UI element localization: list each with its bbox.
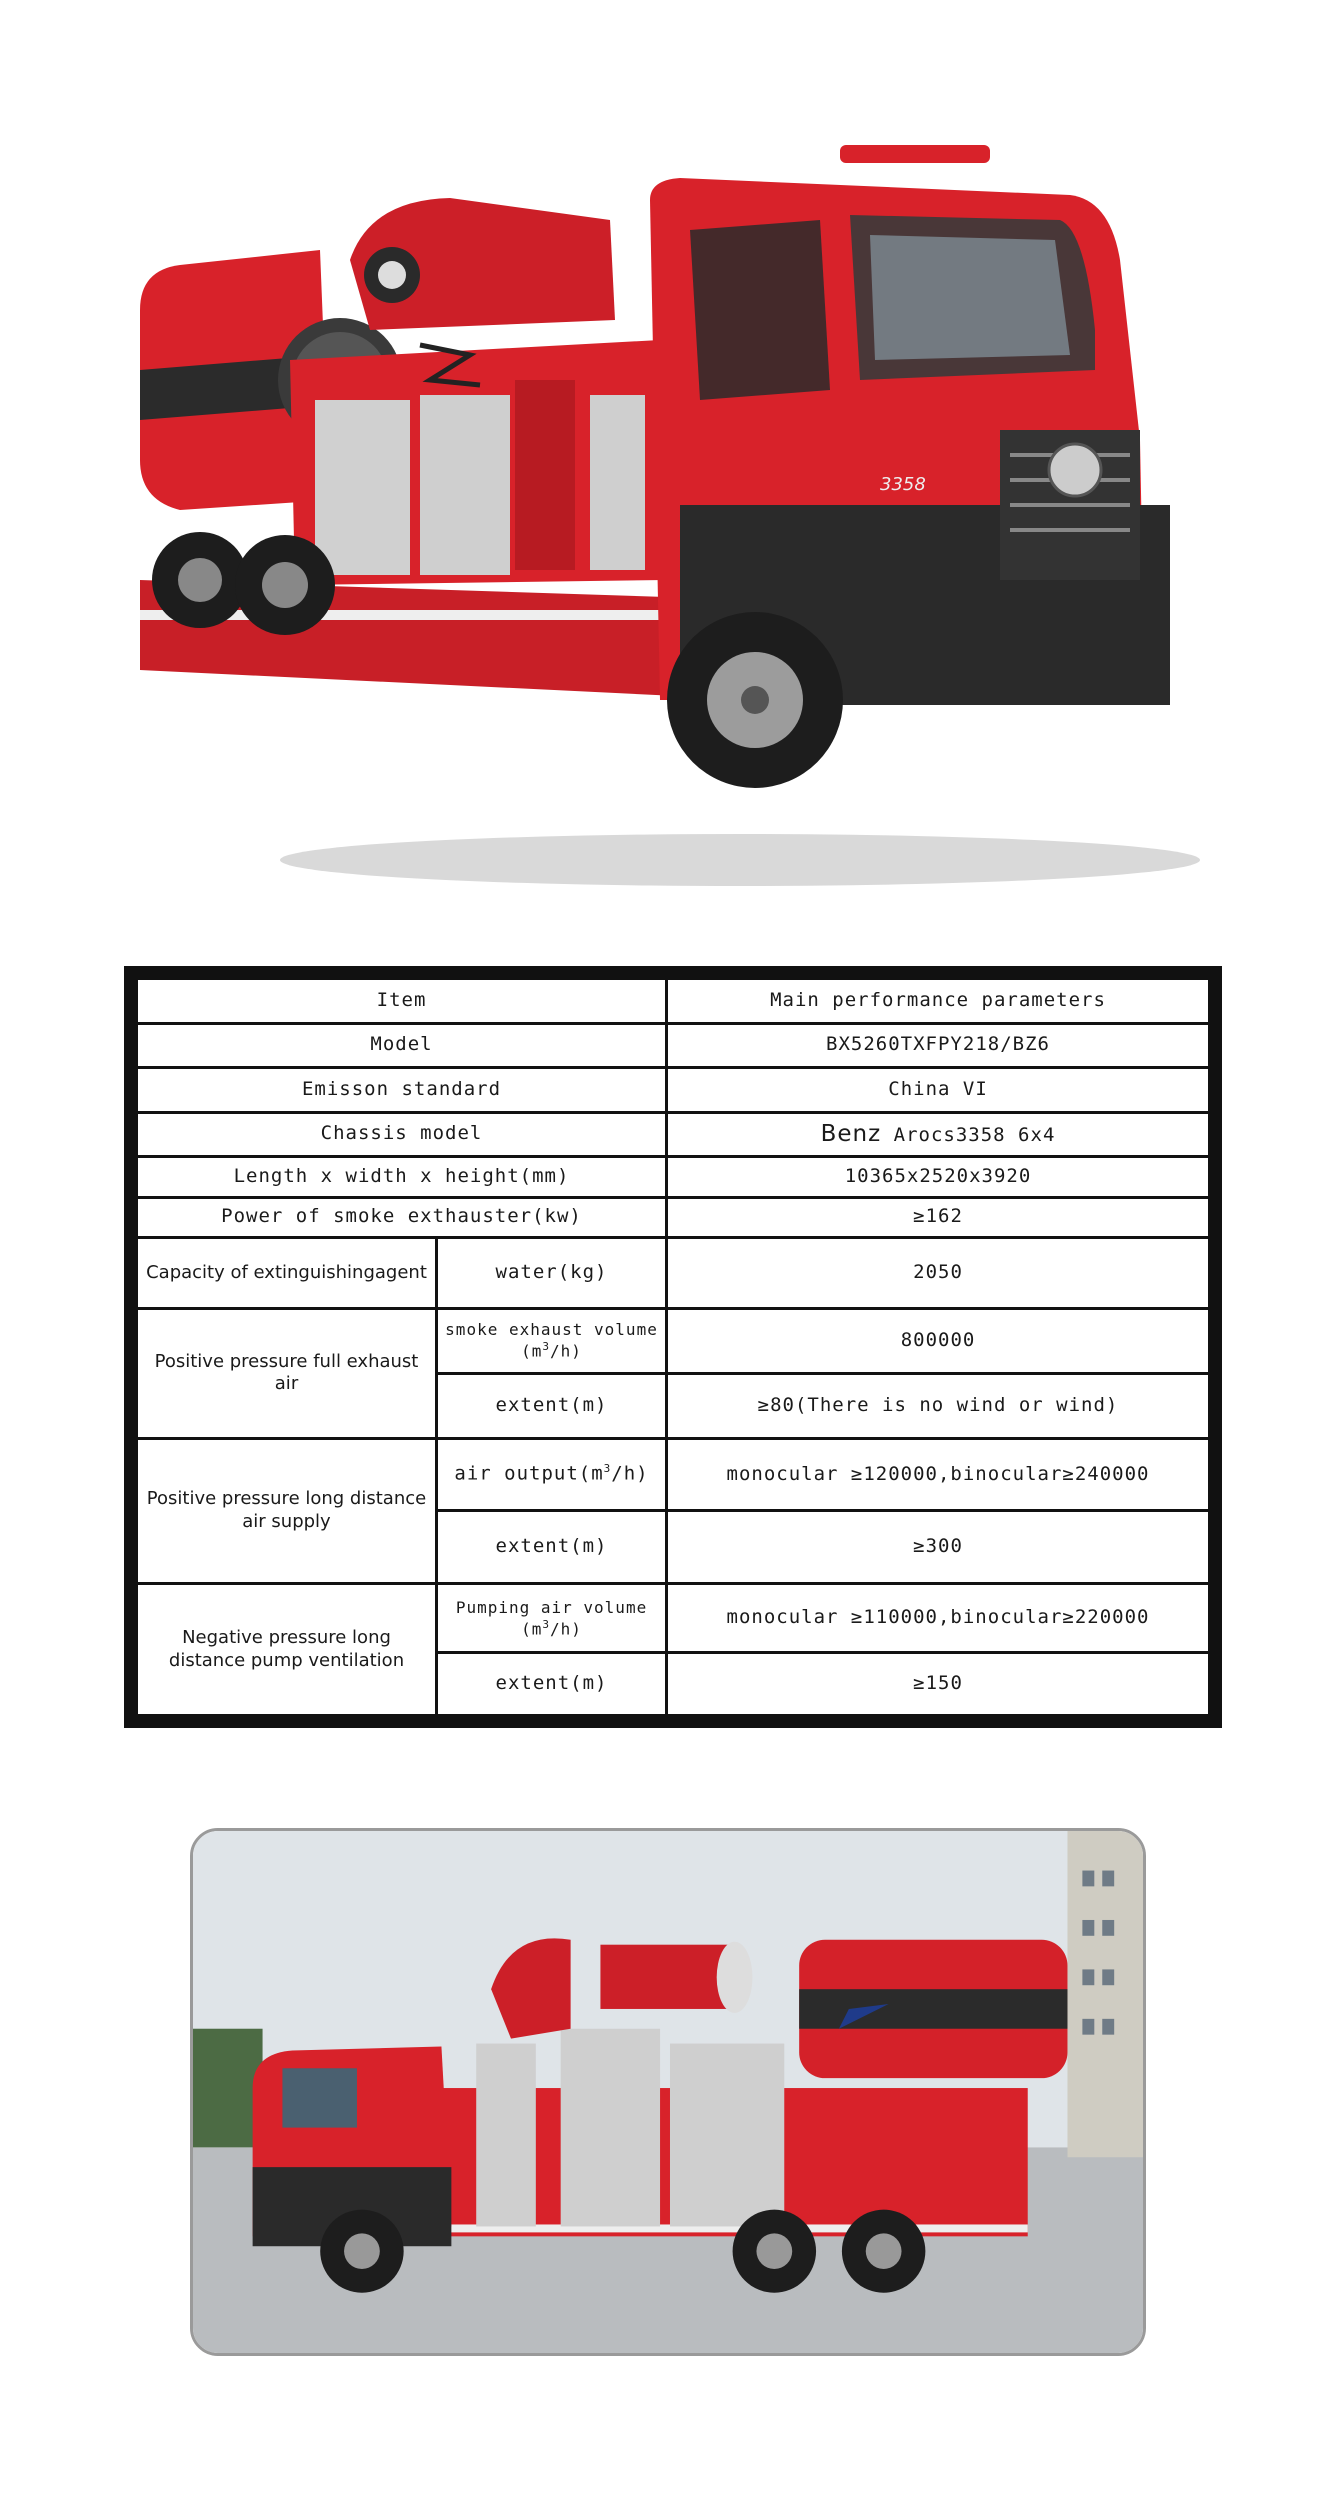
positive-full-sub2: extent(m) bbox=[437, 1373, 667, 1438]
positive-full-sub1: smoke exhaust volume $(m^3/h)$ bbox=[437, 1308, 667, 1373]
table-row bbox=[137, 1023, 1210, 1068]
chassis-label: Chassis model bbox=[137, 1112, 667, 1157]
side-view-photo bbox=[190, 1828, 1146, 2356]
model-value: BX5260TXFPY218/BZ6 bbox=[667, 1023, 1210, 1068]
emission-label: Emisson standard bbox=[137, 1068, 667, 1113]
power-value: ≥162 bbox=[667, 1197, 1210, 1237]
hero-truck-image bbox=[120, 140, 1230, 900]
positive-full-label: Positive pressure full exhaust air bbox=[137, 1308, 437, 1438]
rollup-door bbox=[315, 400, 410, 575]
power-label: Power of smoke exthauster(kw) bbox=[137, 1197, 667, 1237]
capacity-label: Capacity of extinguishingagent bbox=[137, 1238, 437, 1309]
positive-long-value1: monocular ≥120000,binocular≥240000 bbox=[667, 1438, 1210, 1511]
negative-long-sub1: Pumping air volume $(m^3/h)$ bbox=[437, 1584, 667, 1653]
table-row bbox=[137, 1197, 1210, 1237]
positive-long-sub1: air $output(m^3/h)$ bbox=[437, 1438, 667, 1511]
table-row bbox=[137, 1157, 1210, 1197]
table-row bbox=[137, 1438, 1210, 1511]
dimensions-value: 10365x2520x3920 bbox=[667, 1157, 1210, 1197]
negative-long-value2: ≥150 bbox=[667, 1653, 1210, 1716]
emission-value: China VI bbox=[667, 1068, 1210, 1113]
table-row bbox=[137, 1584, 1210, 1653]
negative-long-value1: monocular ≥110000,binocular≥220000 bbox=[667, 1584, 1210, 1653]
positive-full-value1: 800000 bbox=[667, 1308, 1210, 1373]
header-params: Main performance parameters bbox=[667, 979, 1210, 1024]
spec-table-frame bbox=[124, 966, 1222, 1728]
chassis-model: Arocs3358 6x4 bbox=[893, 1123, 1056, 1146]
table-row bbox=[137, 979, 1210, 1024]
spec-table bbox=[135, 977, 1211, 1717]
positive-full-value2: ≥80(There is no wind or wind) bbox=[667, 1373, 1210, 1438]
table-row bbox=[137, 1238, 1210, 1309]
capacity-value: 2050 bbox=[667, 1238, 1210, 1309]
chassis-value bbox=[667, 1112, 1210, 1157]
negative-long-sub2: extent(m) bbox=[437, 1653, 667, 1716]
cab-model-number: 3358 bbox=[880, 474, 926, 495]
positive-long-sub2: extent(m) bbox=[437, 1511, 667, 1584]
table-row bbox=[137, 1068, 1210, 1113]
positive-long-value2: ≥300 bbox=[667, 1511, 1210, 1584]
positive-long-label: Positive pressure long distance air supply bbox=[137, 1438, 437, 1584]
header-item: Item bbox=[137, 979, 667, 1024]
chassis-brand: Benz bbox=[820, 1120, 882, 1147]
table-row bbox=[137, 1308, 1210, 1373]
model-label: Model bbox=[137, 1023, 667, 1068]
dimensions-label: Length x width x height(mm) bbox=[137, 1157, 667, 1197]
negative-long-label: Negative pressure long distance pump ventilation bbox=[137, 1584, 437, 1716]
table-row bbox=[137, 1112, 1210, 1157]
capacity-sub: water(kg) bbox=[437, 1238, 667, 1309]
